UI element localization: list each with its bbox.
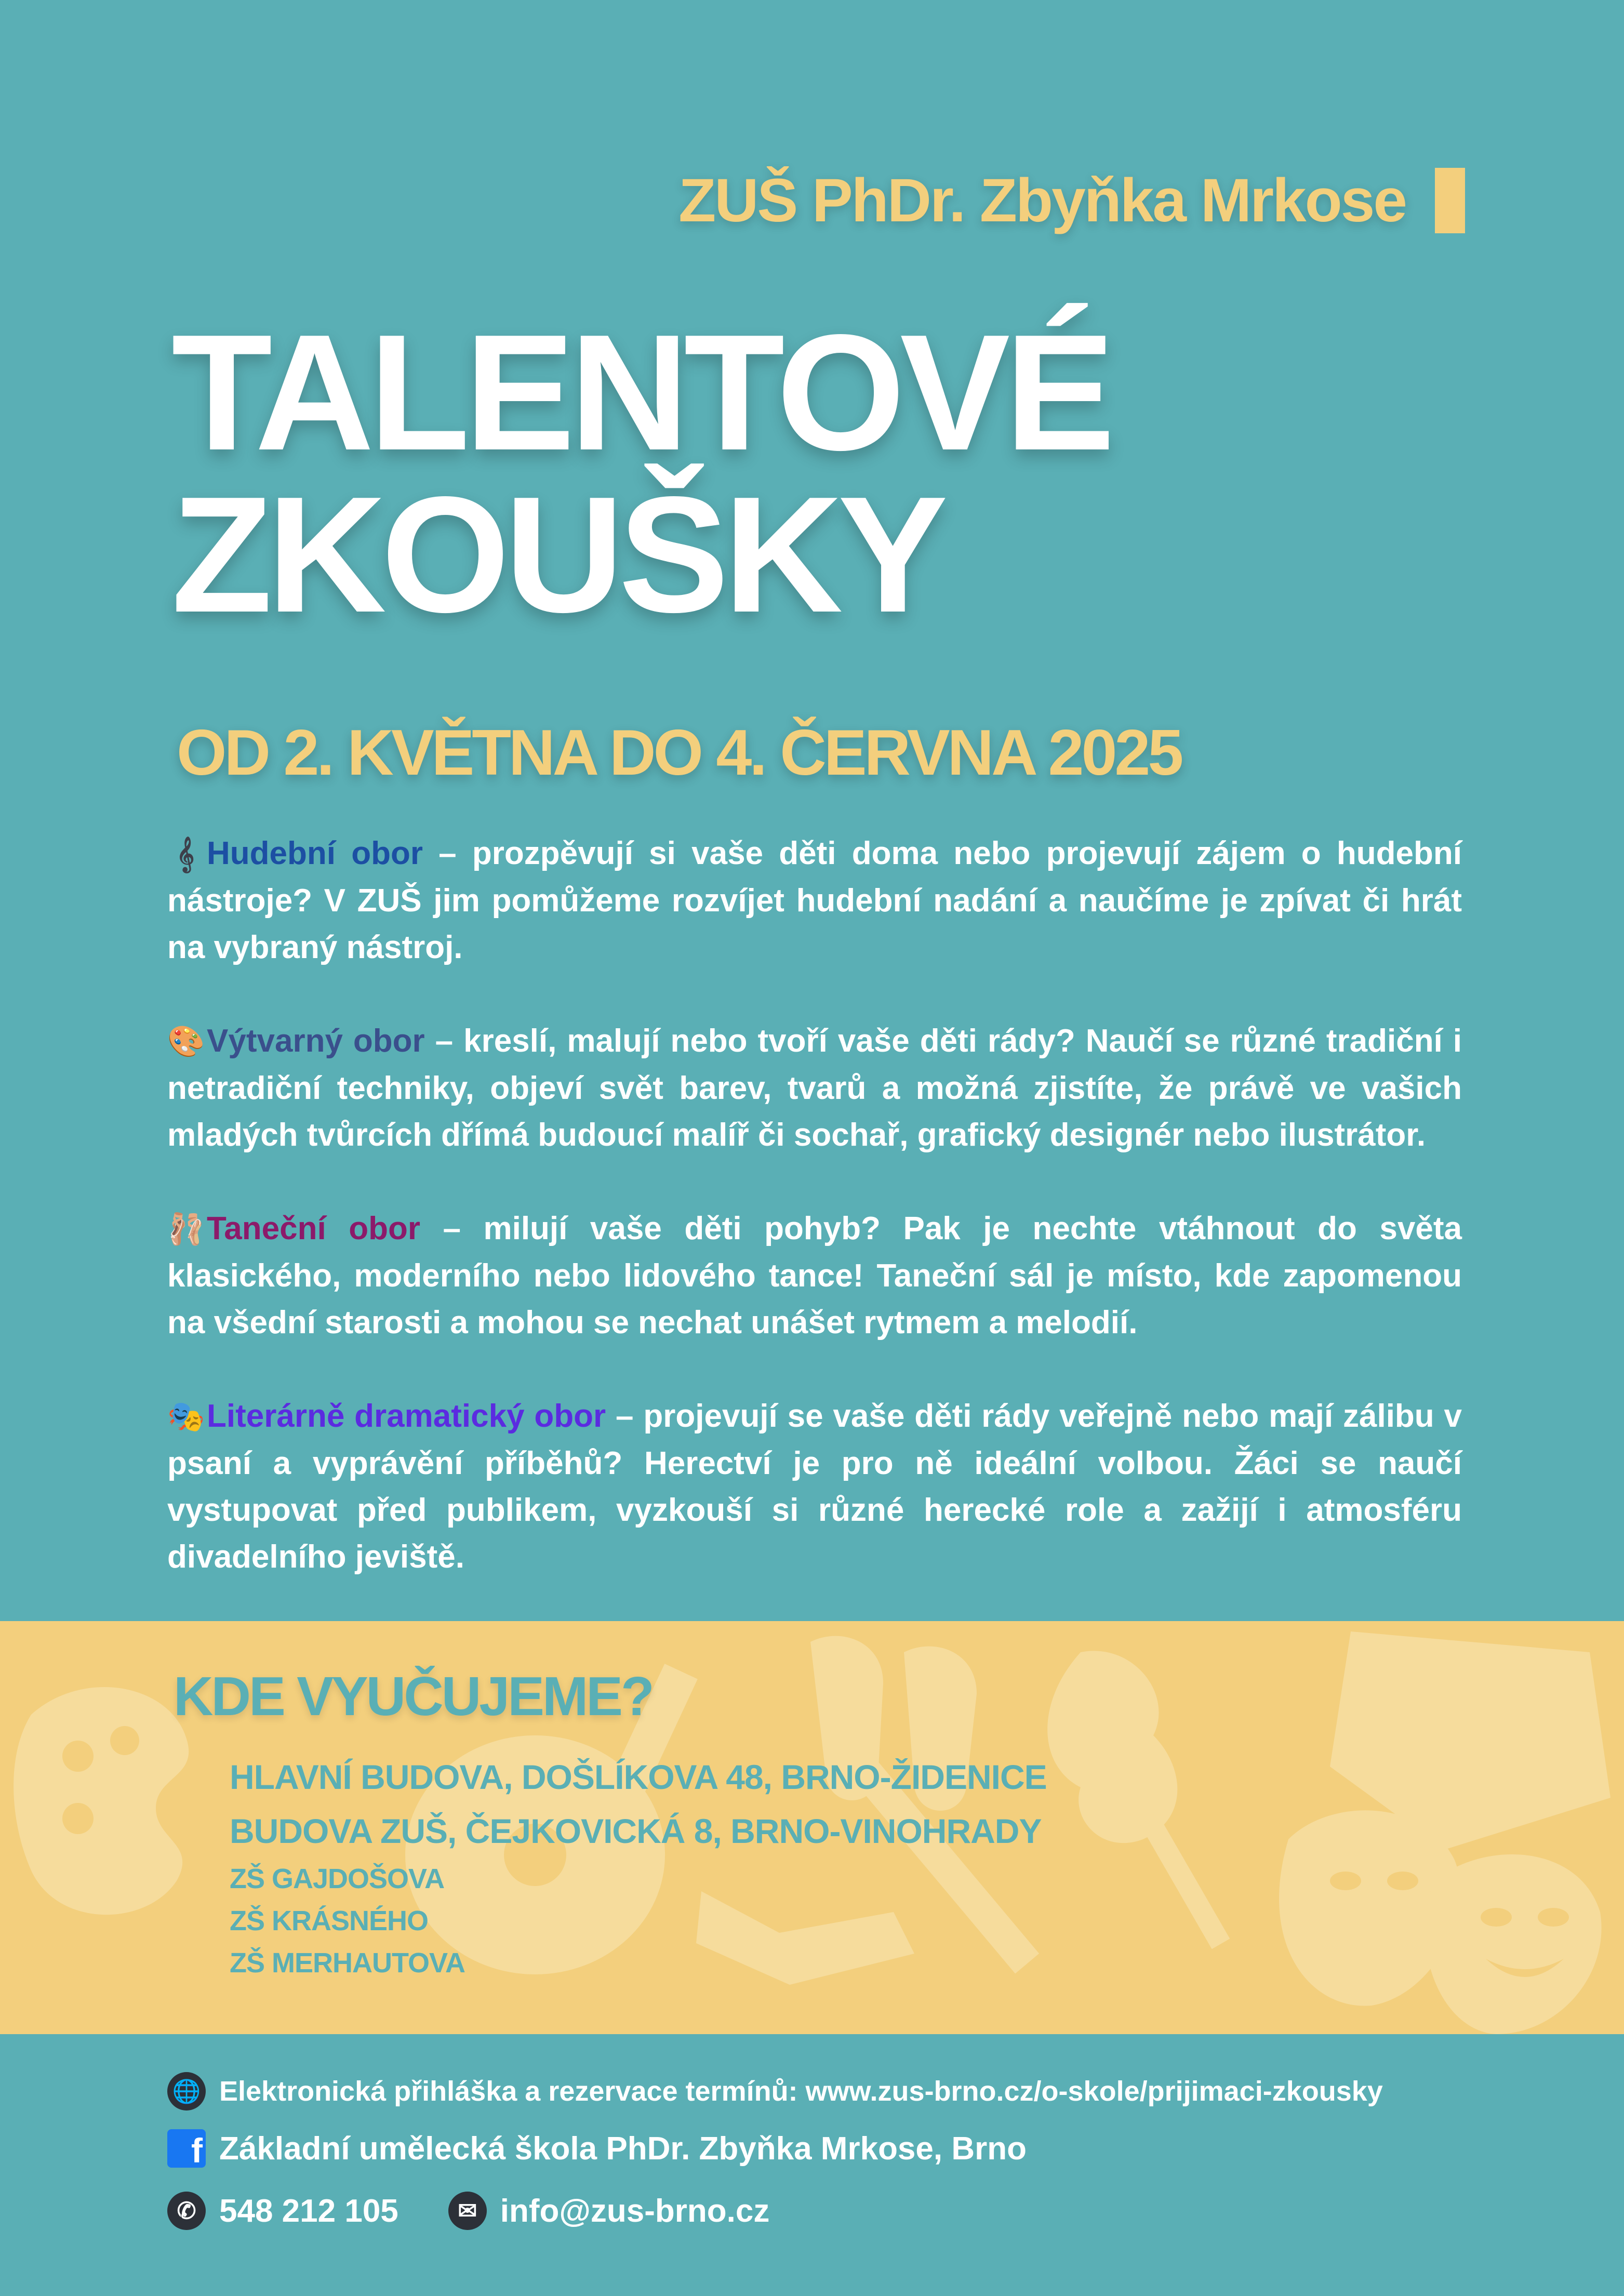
footer-email[interactable]: info@zus-brno.cz xyxy=(500,2193,770,2229)
locations-title: KDE VYUČUJEME? xyxy=(174,1666,653,1727)
music-note-icon: 𝄞 xyxy=(176,837,195,871)
school-name: ZUŠ PhDr. Zbyňka Mrkose xyxy=(678,166,1406,235)
theater-masks-icon: 🎭 xyxy=(167,1400,205,1434)
main-title xyxy=(171,300,1110,647)
obory-list xyxy=(167,830,1462,1627)
main-title-line-2: ZKOUŠKY xyxy=(171,462,943,647)
obor-title-vytvarny: Výtvarný obor xyxy=(207,1023,425,1059)
footer-web[interactable] xyxy=(167,2072,1383,2111)
envelope-icon: ✉ xyxy=(448,2192,487,2230)
footer-web-text[interactable]: Elektronická přihláška a rezervace termínů: www.zus-brno.cz/o-skole/prijimaci-zkousky xyxy=(219,2076,1383,2107)
palette-silhouette xyxy=(14,1687,189,1915)
header-accent-bar xyxy=(1435,168,1465,233)
obor-text-tanecni: – milují vaše děti pohyb? Pak je nechte vtáhnout do světa klasického, moderního nebo lidového tance! Taneční sál je místo, kde zapomenou na všední starosti a mohou se nechat unášet rytmem a melodií. xyxy=(167,1211,1462,1341)
trumpet-silhouette xyxy=(696,1891,914,1985)
location-school: ZŠ KRÁSNÉHO xyxy=(230,1905,429,1936)
location-zus-building: BUDOVA ZUŠ, ČEJKOVICKÁ 8, BRNO-VINOHRADY xyxy=(230,1812,1042,1850)
location-school: ZŠ MERHAUTOVA xyxy=(230,1947,465,1979)
obor-title-hudebni: Hudební obor xyxy=(207,835,423,871)
footer-facebook-text[interactable]: Základní umělecká škola PhDr. Zbyňka Mrkose, Brno xyxy=(219,2130,1027,2167)
obor-title-tanecni: Taneční obor xyxy=(207,1211,420,1246)
globe-icon: 🌐 xyxy=(167,2072,206,2111)
footer-email-group xyxy=(448,2192,770,2230)
obor-text-vytvarny: – kreslí, malují nebo tvoří vaše děti rády? Naučí se různé tradiční i netradiční techniky, objeví svět barev, tvarů a možná zjistíte, že právě ve vašich mladých tvůrcích dřímá budoucí malíř či sochař, grafický designér nebo ilustrátor. xyxy=(167,1023,1462,1153)
obor-text-literarni: – projevují se vaše děti rády veřejně nebo mají zálibu v psaní a vyprávění příběhů? Herectví je pro ně ideální volbou. Žáci se naučí vystupovat před publikem, vyzkouší si různé herecké role a zažijí i atmosféru divadelního jeviště. xyxy=(167,1398,1462,1575)
obor-title-literarni: Literárně dramatický obor xyxy=(207,1398,606,1434)
location-main-building: HLAVNÍ BUDOVA, DOŠLÍKOVA 48, BRNO-ŽIDENICE xyxy=(230,1758,1047,1796)
main-title-line-1: TALENTOVÉ xyxy=(171,300,1110,485)
footer-phone[interactable]: 548 212 105 xyxy=(219,2193,398,2229)
locations-band xyxy=(0,1621,1624,2034)
obor-hudebni xyxy=(167,830,1462,971)
ballet-shoes-icon: 🩰 xyxy=(167,1212,205,1246)
footer-contact xyxy=(167,2192,769,2230)
obor-text-hudebni: – prozpěvují si vaše děti doma nebo projevují zájem o hudební nástroje? V ZUŠ jim pomůžeme rozvíjet hudební nadání a naučíme je zpívat či hrát na vybraný nástroj. xyxy=(167,835,1462,965)
phone-icon: ✆ xyxy=(167,2192,206,2230)
date-range: OD 2. KVĚTNA DO 4. ČERVNA 2025 xyxy=(177,717,1181,789)
footer-facebook[interactable] xyxy=(167,2129,1027,2168)
obor-literarni xyxy=(167,1393,1462,1581)
obor-tanecni xyxy=(167,1205,1462,1346)
school-header xyxy=(678,165,1465,236)
location-school: ZŠ GAJDOŠOVA xyxy=(230,1863,445,1894)
facebook-icon: f xyxy=(167,2129,206,2168)
obor-vytvarny xyxy=(167,1018,1462,1159)
palette-icon: 🎨 xyxy=(167,1025,205,1058)
